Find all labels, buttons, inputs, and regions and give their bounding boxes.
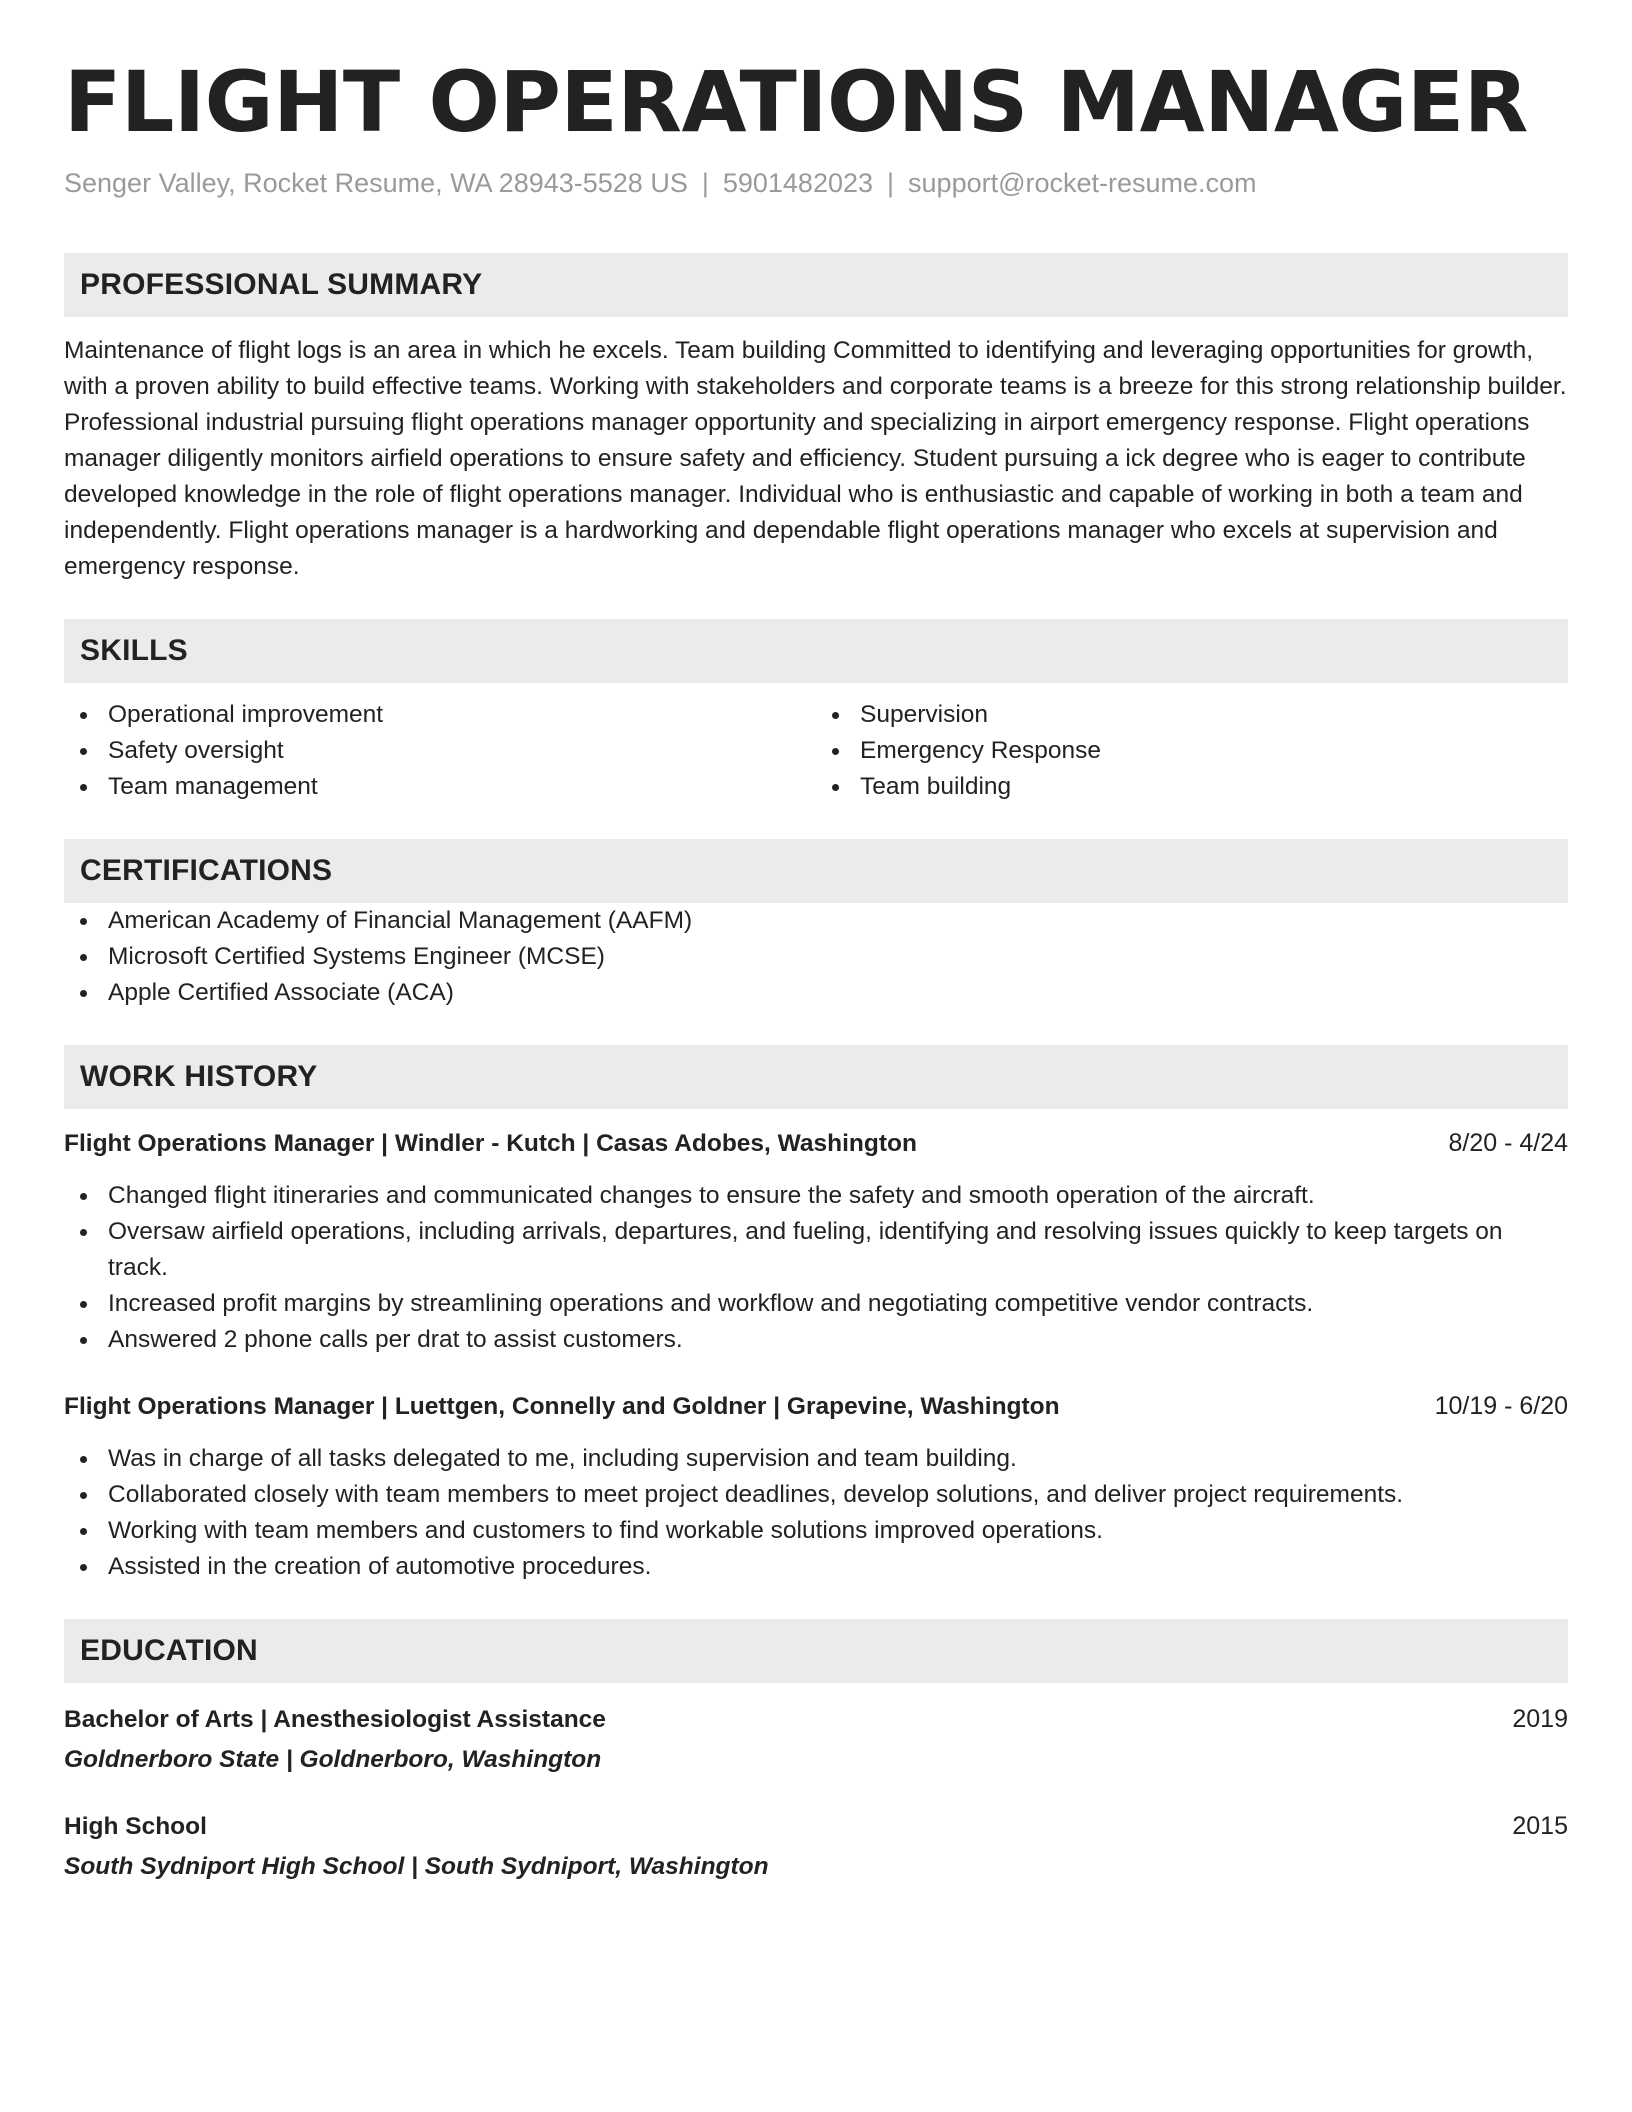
- email: support@rocket-resume.com: [908, 168, 1257, 199]
- job-duty: Answered 2 phone calls per drat to assist customers.: [64, 1322, 1568, 1358]
- contact-line: [64, 166, 1568, 201]
- job-duty: Oversaw airfield operations, including arrivals, departures, and fueling, identifying and resolving issues quickly to keep targets on track.: [64, 1214, 1568, 1286]
- job-duty: Was in charge of all tasks delegated to me, including supervision and team building.: [64, 1441, 1568, 1477]
- job-entry: [64, 1388, 1568, 1585]
- certification-item: Microsoft Certified Systems Engineer (MCSE): [64, 939, 1568, 975]
- skills-grid: [64, 697, 1568, 805]
- address: Senger Valley, Rocket Resume, WA 28943-5528 US: [64, 168, 688, 199]
- skill-item: Supervision: [816, 697, 1568, 733]
- contact-separator: |: [887, 168, 895, 199]
- education-year: 2019: [1512, 1705, 1568, 1734]
- skill-item: Emergency Response: [816, 733, 1568, 769]
- education-year: 2015: [1512, 1812, 1568, 1841]
- education-degree: Bachelor of Arts | Anesthesiologist Assistance: [64, 1706, 606, 1734]
- education-header: [64, 1701, 1568, 1738]
- education-school: Goldnerboro State | Goldnerboro, Washington: [64, 1746, 602, 1774]
- job-entry: [64, 1125, 1568, 1358]
- skill-item: Team management: [64, 769, 816, 805]
- page-title: FLIGHT OPERATIONS MANAGER: [64, 53, 1528, 151]
- job-title: Flight Operations Manager | Luettgen, Connelly and Goldner | Grapevine, Washington: [64, 1393, 1060, 1421]
- certification-item: American Academy of Financial Management (AAFM): [64, 903, 1568, 939]
- certification-item: Apple Certified Associate (ACA): [64, 975, 1568, 1011]
- summary-heading: PROFESSIONAL SUMMARY: [64, 253, 1568, 317]
- skill-item: Team building: [816, 769, 1568, 805]
- skill-item: Operational improvement: [64, 697, 816, 733]
- education-school: South Sydniport High School | South Sydniport, Washington: [64, 1853, 769, 1881]
- job-duty: Changed flight itineraries and communicated changes to ensure the safety and smooth operation of the aircraft.: [64, 1178, 1568, 1214]
- contact-separator: |: [701, 168, 709, 199]
- job-duties-list: [64, 1441, 1568, 1585]
- skills-list-right: [816, 697, 1568, 805]
- job-duties-list: [64, 1178, 1568, 1358]
- education-entry: [64, 1701, 1568, 1778]
- education-header: [64, 1808, 1568, 1845]
- skills-heading: SKILLS: [64, 619, 1568, 683]
- phone: 5901482023: [722, 168, 874, 199]
- skills-list-left: [64, 697, 816, 805]
- education-heading: EDUCATION: [64, 1619, 1568, 1683]
- job-header: [64, 1388, 1568, 1425]
- certifications-heading: CERTIFICATIONS: [64, 839, 1568, 903]
- education-degree: High School: [64, 1813, 207, 1841]
- job-duty: Collaborated closely with team members to meet project deadlines, develop solutions, and deliver project requirements.: [64, 1477, 1568, 1513]
- job-header: [64, 1125, 1568, 1162]
- job-duty: Assisted in the creation of automotive procedures.: [64, 1549, 1568, 1585]
- job-title: Flight Operations Manager | Windler - Kutch | Casas Adobes, Washington: [64, 1130, 917, 1158]
- certifications-list: [64, 903, 1568, 1011]
- skill-item: Safety oversight: [64, 733, 816, 769]
- education-entry: [64, 1808, 1568, 1885]
- summary-text: Maintenance of flight logs is an area in which he excels. Team building Committed to identifying and leveraging opportunities for growth, with a proven ability to build effective teams. Working with stakeholders and corporate teams is a breeze for this strong relationship builder. Professional industrial pursuing flight operations manager opportunity and specializing in airport emergency response. Flight operations manager diligently monitors airfield operations to ensure safety and efficiency. Student pursuing a ick degree who is eager to contribute developed knowledge in the role of flight operations manager. Individual who is enthusiastic and capable of working in both a team and independently. Flight operations manager is a hardworking and dependable flight operations manager who excels at supervision and emergency response.: [64, 337, 1567, 581]
- work-history-heading: WORK HISTORY: [64, 1045, 1568, 1109]
- job-duty: Increased profit margins by streamlining operations and workflow and negotiating competitive vendor contracts.: [64, 1286, 1568, 1322]
- job-dates: 8/20 - 4/24: [1448, 1129, 1568, 1158]
- skills-column-left: [64, 697, 816, 805]
- job-duty: Working with team members and customers to find workable solutions improved operations.: [64, 1513, 1568, 1549]
- skills-column-right: [816, 697, 1568, 805]
- job-dates: 10/19 - 6/20: [1434, 1392, 1568, 1421]
